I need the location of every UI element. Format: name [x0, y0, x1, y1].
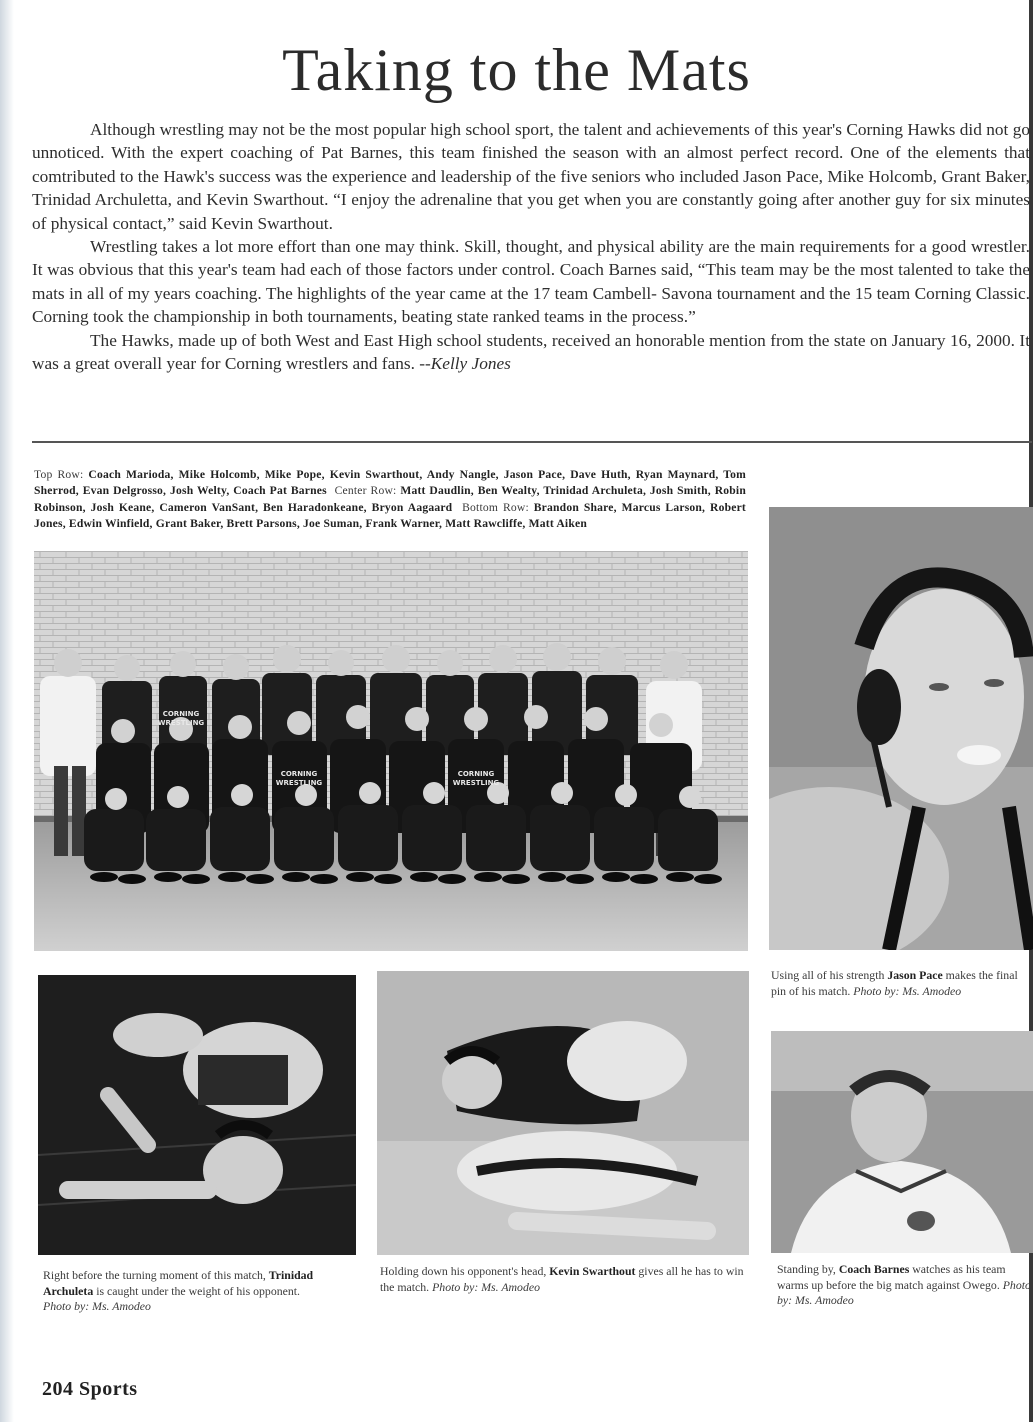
page-footer: 204 Sports [42, 1378, 138, 1400]
caption-text: watches as his team warms up before the big match against Owego. [777, 1262, 1006, 1292]
row-label-top: Top Row: [34, 468, 84, 481]
caption-name: Trinidad Archuleta [43, 1268, 314, 1298]
page-title: Taking to the Mats [282, 37, 751, 103]
photo-credit: Photo by: Ms. Amodeo [777, 1277, 1031, 1308]
article-paragraph: Although wrestling may not be the most popular high school sport, the talent and achievements of this year's Corning Hawks did not go unnoticed. With the expert coaching of Pat Barnes, this team finished the season with an almost perfect record. One of the elements that comtributed to the Hawk's success was the experience and leadership of the five seniors who included Jason Pace, Mike Holcomb, Grant Baker, Trinidad Archuletta, and Kevin Swarthout. “I enjoy the adrenaline that you get when you are constantly going after another guy for six minutes of physical contact,” said Kevin Swarthout. [32, 120, 1030, 233]
team-photo-caption [34, 467, 746, 533]
caption-text: gives all he has to win the match. [380, 1264, 744, 1294]
caption-text: makes the final pin of his match. [771, 968, 1018, 998]
photo-credit: Photo by: Ms. Amodeo [432, 1279, 540, 1294]
caption-jason-pace [771, 968, 1033, 999]
row-label-center: Center Row: [334, 484, 397, 498]
row-names-center: Matt Daudlin, Ben Wealty, Trinidad Archuleta, Josh Smith, Robin Robinson, Josh Keane, Cameron VanSant, Ben Haradonkeane, Bryon Aagaard [34, 484, 746, 514]
page-edge-shadow [0, 0, 14, 1422]
caption-text: Holding down his opponent's head, [380, 1264, 550, 1278]
row-names-top: Coach Marioda, Mike Holcomb, Mike Pope, Kevin Swarthout, Andy Nangle, Jason Pace, Dave Huth, Ryan Maynard, Tom Sherrod, Evan Delgrosso, Josh Welty, Coach Pat Barnes [34, 468, 746, 498]
shirt-print: WRESTLING [452, 779, 500, 787]
article-paragraph: Wrestling takes a lot more effort than one may think. Skill, thought, and physical ability are the main requirements for a good wrestler. It was obvious that this year's team had each of those factors under control. Coach Barnes said, “This team may be the most talented to take the mats in all of my years coaching. The highlights of the year came at the 17 team Cambell- Savona tournament and the 15 team Corning Classic. Corning took the championship in both tournaments, beating state ranked teams in the process.” [32, 237, 1030, 327]
photo-credit: Photo by: Ms. Amodeo [43, 1299, 151, 1314]
caption-trinidad-archuleta [43, 1268, 361, 1315]
caption-text: is caught under the weight of his opponent. [93, 1283, 300, 1298]
caption-text: Standing by, [777, 1262, 839, 1276]
section-divider [32, 441, 1032, 443]
photo-kevin-swarthout [377, 971, 749, 1255]
article-paragraph-text: The Hawks, made up of both West and East High school students, received an honorable mention from the state on January 16, 2000. It was a great overall year for Corning wrestlers and fans. [32, 330, 1030, 374]
shirt-print: WRESTLING [157, 719, 205, 727]
caption-kevin-swarthout [380, 1264, 752, 1295]
article-byline: --Kelly Jones [419, 354, 511, 374]
shirt-print: CORNING [457, 770, 495, 778]
caption-name: Coach Barnes [838, 1262, 910, 1276]
caption-text: Right before the turning moment of this match, [43, 1268, 269, 1282]
photo-jason-pace [769, 507, 1033, 950]
photo-credit: Photo by: Ms. Amodeo [853, 983, 962, 998]
team-photo [34, 551, 748, 951]
caption-name: Jason Pace [887, 968, 943, 982]
caption-name: Kevin Swarthout [549, 1264, 636, 1278]
photo-coach-barnes [771, 1031, 1033, 1253]
row-names-bottom: Brandon Share, Marcus Larson, Robert Jones, Edwin Winfield, Grant Baker, Brett Parsons, Joe Suman, Frank Warner, Matt Rawcliffe, Matt Aiken [34, 500, 746, 531]
photo-trinidad-archuleta [38, 975, 356, 1255]
caption-coach-barnes [777, 1262, 1031, 1309]
article-paragraph [32, 329, 1030, 376]
article-body [32, 118, 1030, 375]
shirt-print: CORNING [280, 770, 318, 778]
shirt-print: WRESTLING [275, 779, 323, 787]
row-label-bottom: Bottom Row: [462, 500, 529, 514]
shirt-print: CORNING [162, 710, 200, 718]
caption-text: Using all of his strength [771, 968, 888, 982]
